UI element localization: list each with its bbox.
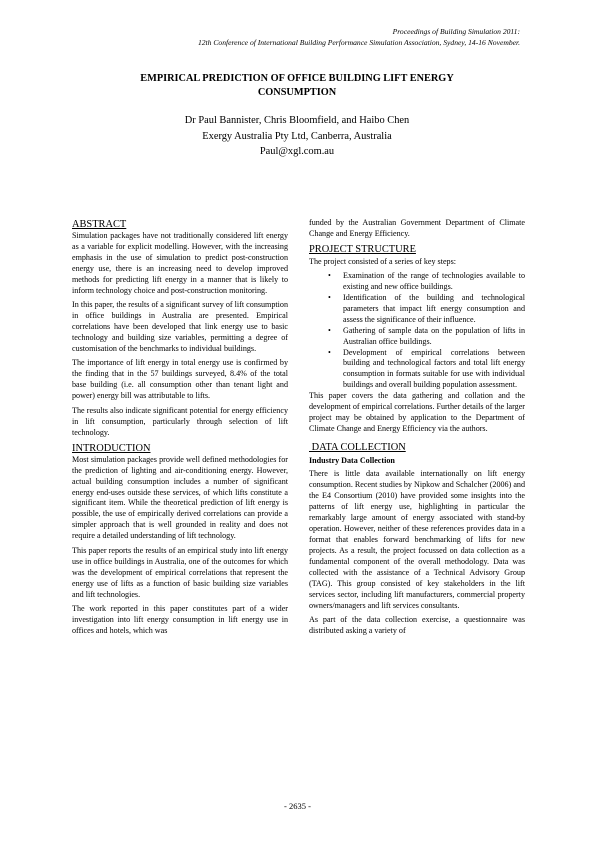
list-item xyxy=(309,326,525,348)
project-steps-list xyxy=(309,271,525,391)
title-line-1: EMPIRICAL PREDICTION OF OFFICE BUILDING LIFT ENERGY xyxy=(140,73,454,84)
abstract-paragraph: The results also indicate significant potential for energy efficiency in lift consumption, particularly through selection of lift technology. xyxy=(72,405,288,437)
introduction-paragraph: The work reported in this paper constitutes part of a wider investigation into lift energy consumption in lift energy use in offices and hotels, which was xyxy=(72,604,288,635)
introduction-paragraph: This paper reports the results of an empirical study into lift energy use in office buildings in Australia, one of the outcomes for which was the development of empirical correlations that represent the energy use of lifts as a function of basic building size variables and lift technologies. xyxy=(72,545,288,599)
list-item-text: Development of empirical correlations between building and technological factors and total lift energy consumption in formats suitable for use with individual buildings and overall building population assessment. xyxy=(343,347,525,390)
list-item xyxy=(309,293,525,326)
title-line-2: CONSUMPTION xyxy=(257,87,337,98)
section-heading-data-collection: DATA COLLECTION xyxy=(309,442,406,454)
left-column xyxy=(72,218,288,637)
right-column xyxy=(309,218,525,637)
list-item-text: Examination of the range of technologies available to existing and new office buildings. xyxy=(343,270,525,291)
bullet-icon: • xyxy=(328,325,331,335)
data-collection-paragraph: There is little data available internationally on lift energy consumption. Recent studies by Nipkow and Schalcher (2006) and the E4 Consortium (2010) have provided some insights into the patterns of lift energy use, highlighting in particular the remarkably large amount of energy associated with stand-by operation. However, neither of these references provides data in a format that enables forward benchmarking of lifts for new projects. As a result, the project focussed on data collection as a fundamental component of the overall methodology. Data was collected with the assistance of a Technical Advisory Group (TAG). This group consisted of key stakeholders in the lift services sector, including lift manufacturers, commercial property owners/managers and lift services consultants. xyxy=(309,469,526,610)
header-line-1: Proceedings of Building Simulation 2011: xyxy=(392,27,520,36)
data-collection-paragraph: As part of the data collection exercise, a questionnaire was distributed asking a variety of xyxy=(309,615,525,635)
author-email[interactable]: Paul@xgl.com.au xyxy=(259,146,335,157)
author-affiliation: Exergy Australia Pty Ltd, Canberra, Australia xyxy=(202,130,392,142)
paper-title xyxy=(80,72,514,100)
project-structure-closing: This paper covers the data gathering and collation and the development of empirical correlations. Further details of the larger project may be obtained by application to the Department of Climate Change and Energy Efficiency via the authors. xyxy=(309,391,525,434)
list-item-text: Gathering of sample data on the population of lifts in Australian office buildings. xyxy=(343,325,525,346)
list-item-text: Identification of the building and technological parameters that impact lift energy consumption and assess the significance of their influence. xyxy=(343,292,525,324)
abstract-paragraph: In this paper, the results of a significant survey of lift consumption in office buildings in Australia are presented. Empirical correlations have been developed that link energy use to basic technology and building size variables, permitting a degree of customisation of the benchmarks to individual buildings. xyxy=(72,300,288,354)
abstract-paragraph: The importance of lift energy in total energy use is confirmed by the finding that in the 57 buildings surveyed, 8.4% of the total base building (i.e. all consumption other than tenant light and power) energy bill was attributable to lifts. xyxy=(72,358,288,401)
bullet-icon: • xyxy=(328,270,331,280)
project-structure-intro: The project consisted of a series of key steps: xyxy=(309,256,456,266)
bullet-icon: • xyxy=(328,347,331,357)
introduction-paragraph: Most simulation packages provide well defined methodologies for the prediction of lighting and air-conditioning energy. However, actual building consumption includes a number of significant energy end-uses outside these services, of which lifts constitute a significant item. While the theoretical prediction of lift energy is possible, the use of empirically derived correlations can provide a simpler approach that is well grounded in reality and does not require a detailed understanding of lift technology. xyxy=(72,454,288,541)
author-names: Dr Paul Bannister, Chris Bloomfield, and Haibo Chen xyxy=(184,115,410,126)
section-heading-abstract: ABSTRACT xyxy=(72,219,127,230)
abstract-paragraph: Simulation packages have not traditionally considered lift energy as a variable for explicit modelling. However, with the increasing emphasis in the use of simulation to predict post-construction energy use, there is an increasing need to develop improved methods for predicting lift energy in a manner that is likely to inform technology choice and post-construction monitoring. xyxy=(72,231,288,295)
subsection-heading: Industry Data Collection xyxy=(309,456,395,466)
page-number: - 2635 - xyxy=(284,801,311,811)
bullet-icon: • xyxy=(328,292,331,302)
proceedings-header xyxy=(80,27,520,48)
list-item xyxy=(309,271,525,293)
section-heading-project-structure: PROJECT STRUCTURE xyxy=(309,243,416,255)
header-line-2: 12th Conference of International Building Performance Simulation Association, Sydney, 14-16 November. xyxy=(197,37,520,47)
section-heading-introduction: INTRODUCTION xyxy=(72,442,151,454)
continued-paragraph: funded by the Australian Government Department of Climate Change and Energy Efficiency. xyxy=(309,218,525,238)
list-item xyxy=(309,348,525,392)
author-block xyxy=(80,113,514,160)
